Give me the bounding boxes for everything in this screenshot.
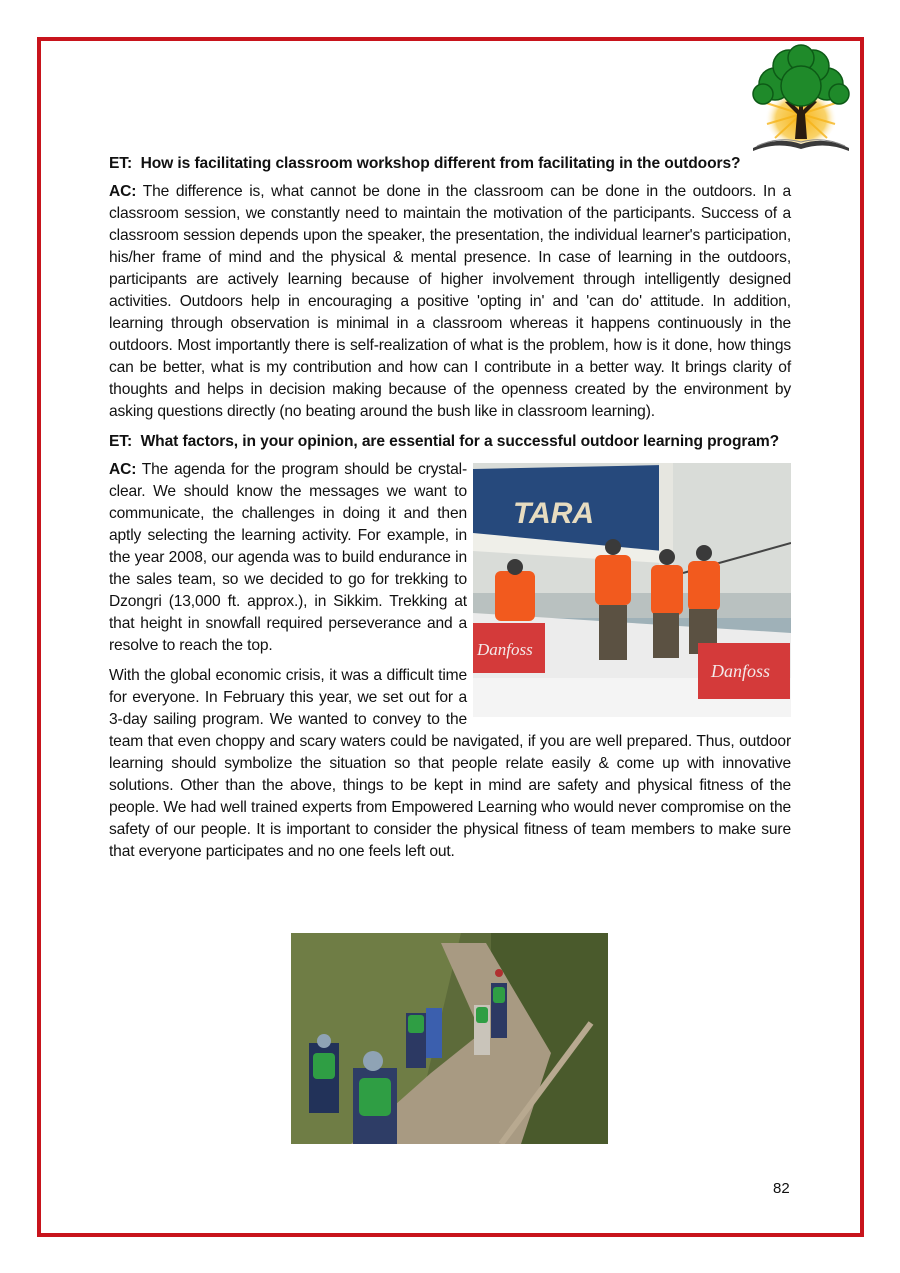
interviewer-label: ET:: [109, 155, 133, 172]
answer-text: The agenda for the program should be crystal-clear. We should know the messages we want to communicate, the challenges in doing it and then aptly selecting the learning activity. For example, in the year 2008, our agenda was to build endurance in the sales team, so we decided to go for trekking to Dzongri (13,000 ft. approx.), in Sikkim. Trekking at that height in snowfall required perseverance and a resolve to reach the top.: [109, 461, 467, 654]
tree-logo-icon: [745, 44, 857, 152]
answer-1: [109, 181, 791, 423]
sail-text: TARA: [513, 497, 595, 530]
interviewer-label: ET:: [109, 433, 133, 450]
banner-text-left: Danfoss: [477, 640, 533, 659]
question-2: [109, 431, 791, 453]
respondent-label: AC:: [109, 461, 137, 478]
answer-text: The difference is, what cannot be done in the classroom can be done in the outdoors. In a classroom session, we constantly need to maintain the motivation of the participants. Success of a classroom session depends upon the speaker, the presentation, the individual learner's participation, his/her frame of mind and the physical & mental presence. In case of learning in the outdoors, participants are actively learning because of higher involvement through intelligently designed activities. Outdoors help in encouraging a positive 'opting in' and 'can do' attitude. In addition, learning through observation is minimal in a classroom whereas it happens continuously in the outdoors. Most importantly there is self-realization of what is the problem, how is it done, how things can be better, what is my contribution and how can I contribute in a better way. It brings clarity of thoughts and helps in decision making because of the openness created by the environment by asking questions directly (no beating around the bush like in classroom learning).: [109, 183, 791, 420]
article-body: [109, 153, 791, 871]
respondent-label: AC:: [109, 183, 137, 200]
answer-2-continued: With the global economic crisis, it was a difficult time for everyone. In February this year, we set out for a 3-day sailing program. We wanted to convey to the team that even choppy and scary waters could be navigated, if you are well prepared. Thus, outdoor learning should symbolize the situation so that people relate easily & come up with innovative solutions. Other than the above, things to be kept in mind are safety and physical fitness of the people. We had well trained experts from Empowered Learning who would never compromise on the safety of our people. It is important to consider the physical fitness of team members to make sure that everyone participates and no one feels left out.: [109, 667, 791, 860]
question-text: What factors, in your opinion, are essential for a successful outdoor learning program?: [140, 433, 780, 450]
page-number: 82: [773, 1180, 790, 1197]
question-text: How is facilitating classroom workshop different from facilitating in the outdoors?: [140, 155, 741, 172]
sailing-photo: [473, 463, 791, 717]
trekking-photo: [291, 933, 608, 1144]
banner-text-right: Danfoss: [711, 661, 771, 681]
question-1: [109, 153, 791, 175]
